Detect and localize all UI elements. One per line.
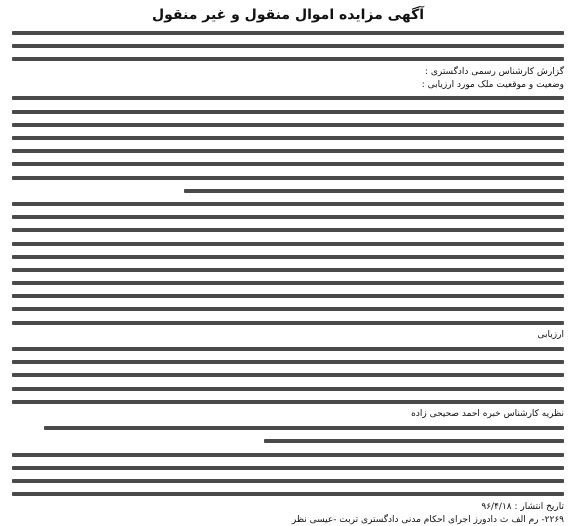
- report-heading: [12, 67, 564, 78]
- location-heading: [12, 80, 564, 91]
- footer-date-row: [12, 502, 564, 513]
- publish-date: تاریخ انتشار : ۹۶/۴/۱۸: [481, 501, 564, 512]
- valuation-heading: [12, 330, 564, 341]
- body-line: [12, 225, 564, 236]
- body-line: [12, 172, 564, 183]
- body-line: [12, 475, 564, 486]
- body-line: [12, 251, 564, 262]
- body-line: [12, 344, 564, 355]
- body-line: [12, 383, 564, 394]
- body-line: [12, 27, 564, 38]
- body-line: [12, 304, 564, 315]
- body-line: [12, 106, 564, 117]
- body-line: [12, 159, 564, 170]
- body-line: [12, 489, 564, 500]
- valuation-heading-text: ارزیابی: [537, 330, 564, 341]
- body-line: [12, 238, 564, 249]
- notice-title: آگهی مزایده اموال منقول و غیر منقول: [151, 7, 425, 23]
- location-heading-text: وضعیت و موقعیت ملک مورد ارزیابی :: [421, 79, 564, 90]
- body-line: [12, 53, 564, 64]
- body-line: [12, 212, 564, 223]
- body-line: [12, 436, 564, 447]
- notice-body: [12, 27, 564, 526]
- report-heading-text: گزارش کارشناس رسمی دادگستری :: [424, 66, 564, 77]
- body-line: [12, 119, 564, 130]
- body-line: [12, 423, 564, 434]
- body-line: [12, 146, 564, 157]
- body-line: [12, 357, 564, 368]
- body-line: [12, 291, 564, 302]
- body-line: [12, 93, 564, 104]
- body-line: [12, 370, 564, 381]
- issuing-office: ۲۲۶۹- رم الف ث دادورز اجرای احکام مدنی دادگستری تربت -عیسی نظر: [291, 514, 564, 525]
- body-line: [12, 396, 564, 407]
- footer-office-row: [12, 515, 564, 526]
- body-line: [12, 264, 564, 275]
- body-line: [12, 133, 564, 144]
- body-line: [12, 449, 564, 460]
- body-line: [12, 185, 564, 196]
- body-line: [12, 462, 564, 473]
- expert-heading: [12, 409, 564, 420]
- body-line: [12, 198, 564, 209]
- body-line: [12, 40, 564, 51]
- expert-heading-text: نظریه کارشناس خبره احمد صحیحی زاده: [411, 409, 564, 420]
- body-line: [12, 278, 564, 289]
- body-line: [12, 317, 564, 328]
